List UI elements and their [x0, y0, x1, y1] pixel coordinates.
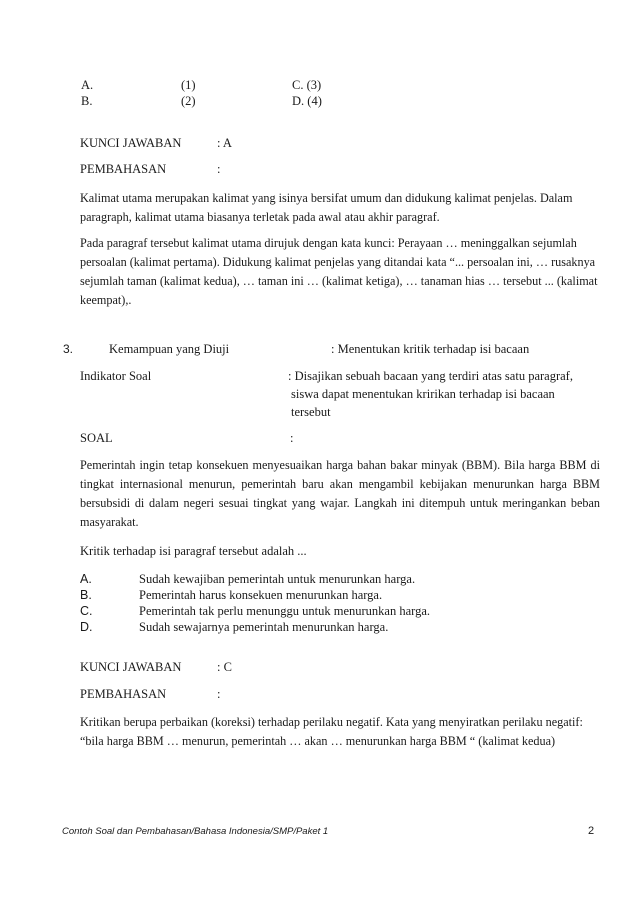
answer-key-value: : C — [217, 660, 232, 674]
discussion-paragraph: Kalimat utama merupakan kalimat yang isinya bersifat umum dan didukung kalimat penjelas. Dalam paragraph, kalimat utama biasanya terletak pada awal atau akhir paragraf. — [80, 191, 573, 224]
discussion-paragraph: Pada paragraf tersebut kalimat utama dirujuk dengan kata kunci: Perayaan … meninggalkan sejumlah persoalan (kalimat pertama). Didukung kalimat penjelas yang ditandai kata “... persoalan ini, … rusaknya sejumlah taman (kalimat kedua), … taman ini … (kalimat ketiga), … tanaman hias … tersebut ... (kalimat keempat),. — [80, 236, 598, 307]
answer-key-label: KUNCI JAWABAN — [80, 136, 182, 150]
option-letter: C. — [80, 604, 93, 618]
indicator-value-line: siswa dapat menentukan kririkan terhadap isi bacaan — [291, 387, 555, 401]
option-text: Pemerintah harus konsekuen menurunkan harga. — [139, 588, 383, 602]
indicator-label: Indikator Soal — [80, 369, 152, 383]
question-number: 3. — [63, 342, 74, 356]
reading-passage: Pemerintah ingin tetap konsekuen menyesuaikan harga bahan bakar minyak (BBM). Bila harga BBM di tingkat internasional menurun, pemerintah baru akan mengambil kebijakan menurunkan harga BBM bersubsidi di dalam negeri sesuai tingkat yang wajar. Langkah ini ditempuh untuk meringankan beban masyarakat. — [80, 458, 600, 529]
option-text: Sudah kewajiban pemerintah untuk menurunkan harga. — [139, 572, 416, 586]
answer-key-value: : A — [217, 136, 232, 150]
competency-value: : Menentukan kritik terhadap isi bacaan — [331, 342, 530, 356]
discussion-paragraph: Kritikan berupa perbaikan (koreksi) terhadap perilaku negatif. Kata yang menyiratkan perilaku negatif: “bila harga BBM … menurun, pemerintah … akan … menurunkan harga BBM “ (kalimat kedua) — [80, 715, 583, 748]
footer-title: Contoh Soal dan Pembahasan/Bahasa Indonesia/SMP/Paket 1 — [62, 826, 329, 837]
indicator-value-line: tersebut — [291, 405, 331, 419]
competency-label: Kemampuan yang Diuji — [109, 342, 230, 356]
prev-option-value: D. (4) — [292, 94, 322, 108]
prev-option-value: (2) — [181, 94, 196, 108]
prev-option-letter: B. — [81, 94, 93, 108]
option-letter: A. — [80, 572, 92, 586]
question-colon: : — [290, 431, 294, 445]
question-prompt: Kritik terhadap isi paragraf tersebut adalah ... — [80, 544, 307, 558]
option-text: Sudah sewajarnya pemerintah menurunkan harga. — [139, 620, 389, 634]
discussion-colon: : — [217, 162, 221, 176]
option-letter: B. — [80, 588, 92, 602]
prev-option-letter: A. — [81, 78, 94, 92]
question-label: SOAL — [80, 431, 113, 445]
discussion-label: PEMBAHASAN — [80, 162, 167, 176]
option-letter: D. — [80, 620, 93, 634]
discussion-colon: : — [217, 687, 221, 701]
prev-option-value: (1) — [181, 78, 196, 92]
option-text: Pemerintah tak perlu menunggu untuk menurunkan harga. — [139, 604, 431, 618]
indicator-value-line: : Disajikan sebuah bacaan yang terdiri atas satu paragraf, — [288, 369, 573, 383]
answer-key-label: KUNCI JAWABAN — [80, 660, 182, 674]
page-number: 2 — [588, 825, 595, 837]
discussion-label: PEMBAHASAN — [80, 687, 167, 701]
prev-option-value: C. (3) — [292, 78, 322, 92]
